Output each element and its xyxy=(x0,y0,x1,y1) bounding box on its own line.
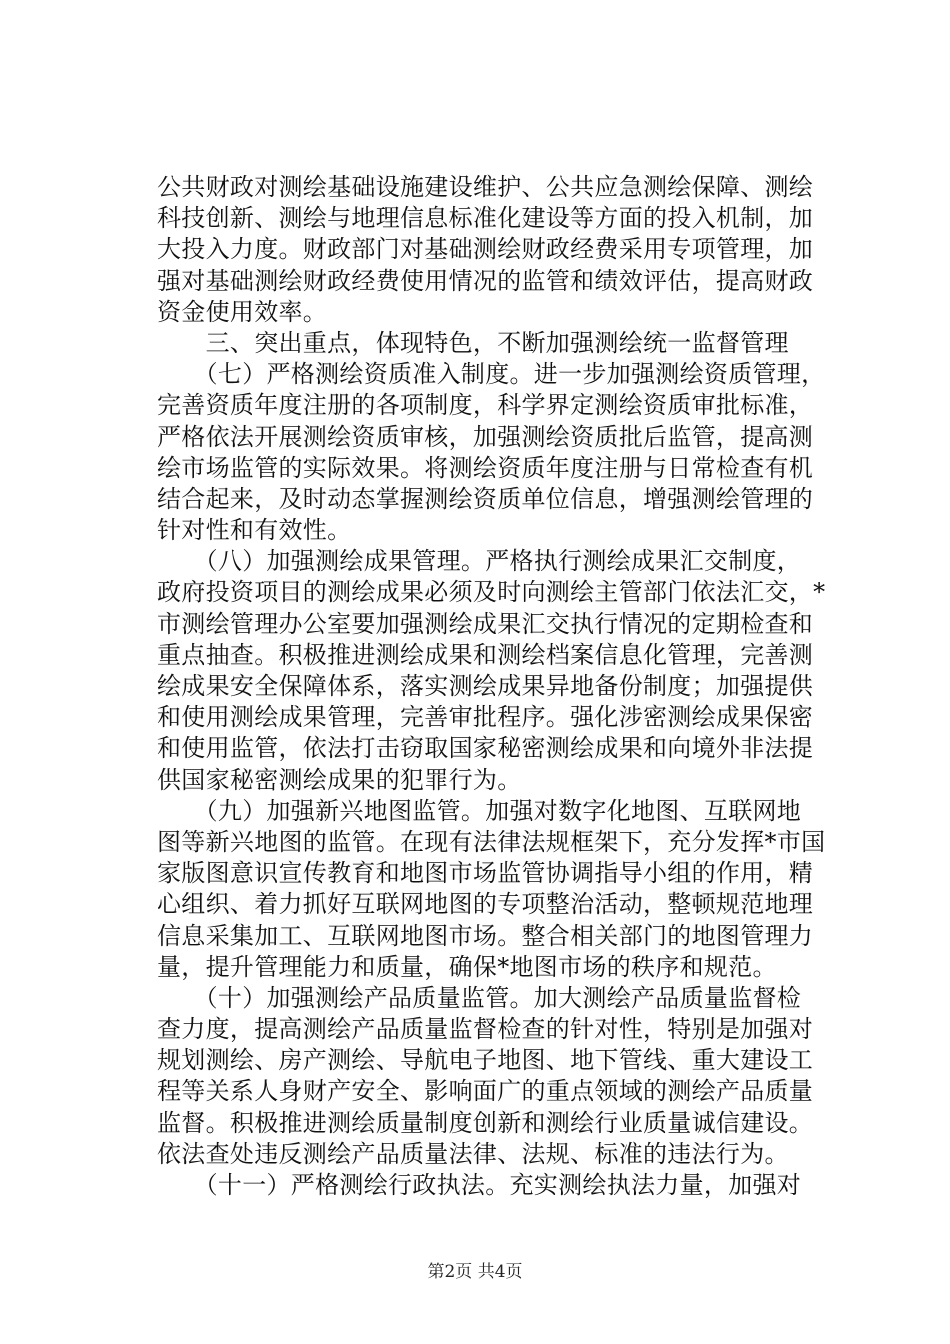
text-line: （八）加强测绘成果管理。严格执行测绘成果汇交制度， xyxy=(157,547,802,576)
text-line: 信息采集加工、互联网地图市场。整合相关部门的地图管理力 xyxy=(157,921,814,950)
text-line: 针对性和有效性。 xyxy=(157,516,352,545)
text-line: 绘成果安全保障体系，落实测绘成果异地备份制度；加强提供 xyxy=(157,672,814,700)
text-line: 和使用监管，依法打击窃取国家秘密测绘成果和向境外非法提 xyxy=(157,734,814,763)
text-line: 监督。积极推进测绘质量制度创新和测绘行业质量诚信建设。 xyxy=(157,1108,814,1137)
text-line: 绘市场监管的实际效果。将测绘资质年度注册与日常检查有机 xyxy=(157,453,814,482)
text-line: （十一）严格测绘行政执法。充实测绘执法力量，加强对 xyxy=(157,1171,802,1199)
text-line: 三、突出重点，体现特色，不断加强测绘统一监督管理 xyxy=(157,328,789,357)
text-line: 重点抽查。积极推进测绘成果和测绘档案信息化管理，完善测 xyxy=(157,640,814,669)
text-line: 结合起来，及时动态掌握测绘资质单位信息，增强测绘管理的 xyxy=(157,484,814,513)
text-line: 依法查处违反测绘产品质量法律、法规、标准的违法行为。 xyxy=(157,1139,789,1168)
text-line: 强对基础测绘财政经费使用情况的监管和绩效评估，提高财政 xyxy=(157,266,814,295)
text-line: 公共财政对测绘基础设施建设维护、公共应急测绘保障、测绘 xyxy=(157,173,814,201)
text-line: （九）加强新兴地图监管。加强对数字化地图、互联网地 xyxy=(157,796,802,825)
text-line: 严格依法开展测绘资质审核，加强测绘资质批后监管，提高测 xyxy=(157,422,814,451)
text-line: 完善资质年度注册的各项制度，科学界定测绘资质审批标准， xyxy=(157,391,814,420)
page-footer: 第2页 共4页 xyxy=(427,1262,523,1282)
text-line: 查力度，提高测绘产品质量监督检查的针对性，特别是加强对 xyxy=(157,1015,814,1044)
text-line: 大投入力度。财政部门对基础测绘财政经费采用专项管理，加 xyxy=(157,235,814,264)
text-line: （十）加强测绘产品质量监管。加大测绘产品质量监督检 xyxy=(157,983,802,1012)
text-line: 政府投资项目的测绘成果必须及时向测绘主管部门依法汇交，* xyxy=(157,578,826,607)
text-line: 和使用测绘成果管理，完善审批程序。强化涉密测绘成果保密 xyxy=(157,703,814,732)
text-line: 家版图意识宣传教育和地图市场监管协调指导小组的作用，精 xyxy=(157,859,814,888)
text-line: （七）严格测绘资质准入制度。进一步加强测绘资质管理， xyxy=(157,360,826,389)
text-line: 量，提升管理能力和质量，确保*地图市场的秩序和规范。 xyxy=(157,952,777,981)
text-line: 程等关系人身财产安全、影响面广的重点领域的测绘产品质量 xyxy=(157,1077,814,1106)
text-line: 图等新兴地图的监管。在现有法律法规框架下，充分发挥*市国 xyxy=(157,827,826,856)
text-line: 供国家秘密测绘成果的犯罪行为。 xyxy=(157,765,522,794)
text-line: 资金使用效率。 xyxy=(157,297,328,326)
text-line: 规划测绘、房产测绘、导航电子地图、地下管线、重大建设工 xyxy=(157,1046,814,1075)
body-text xyxy=(157,172,826,1201)
text-line: 科技创新、测绘与地理信息标准化建设等方面的投入机制，加 xyxy=(157,204,814,233)
text-line: 心组织、着力抓好互联网地图的专项整治活动，整顿规范地理 xyxy=(157,890,814,919)
text-line: 市测绘管理办公室要加强测绘成果汇交执行情况的定期检查和 xyxy=(157,609,814,638)
